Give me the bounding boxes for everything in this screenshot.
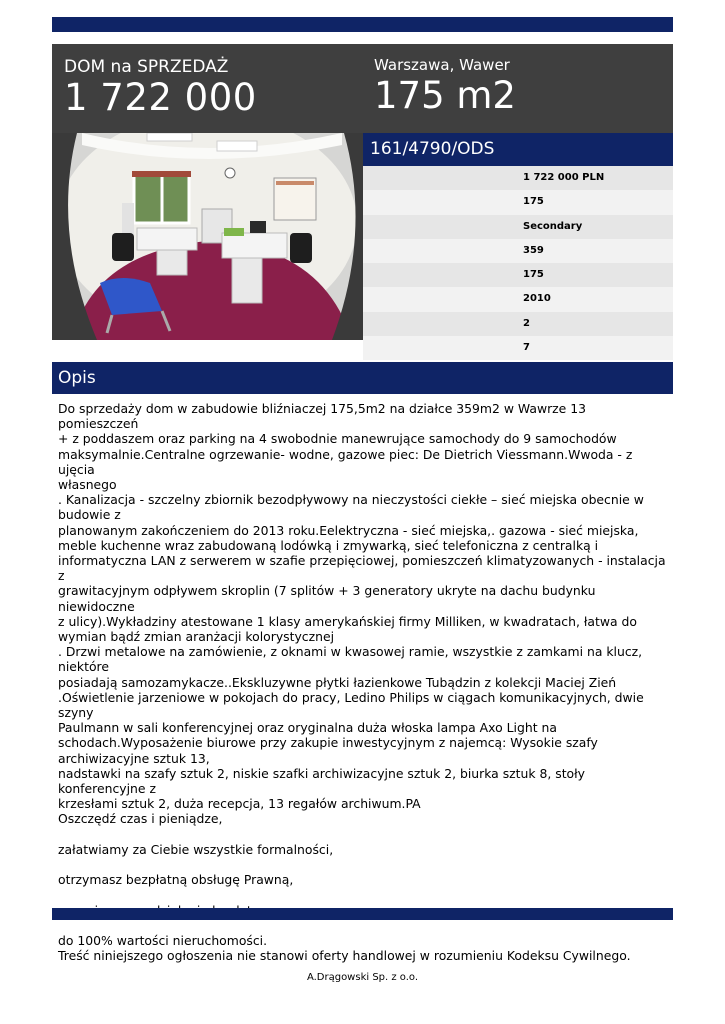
detail-row: 1 722 000 PLN [363,166,673,190]
reference-number: 161/4790/ODS [363,133,673,166]
footer-company: A.Drągowski Sp. z o.o. [306,972,419,983]
detail-row: 2010 [363,287,673,311]
listing-location: Warszawa, Wawer [374,56,510,74]
detail-row: 359 [363,239,673,263]
detail-row: 2 [363,312,673,336]
listing-header [52,44,673,133]
description-heading: Opis [52,362,673,394]
property-photo [52,133,363,340]
detail-row: Secondary [363,215,673,239]
description-text: Do sprzedaży dom w zabudowie bliźniaczej 175,5m2 na działce 359m2 w Wawrze 13 pomieszczeń + z poddaszem oraz parking na 4 swobodnie manewrujące samochody do 9 samochodów maksymalnie.Centralne ogrzewanie- wodne, gazowe piec: De Dietrich Viessmann.Wwoda - z ujęcia własnego . Kanalizacja - szczelny zbiornik bezodpływowy na nieczystości ciekłe – sieć miejska obecnie w budowie z planowanym zakończeniem do 2013 roku.Eelektryczna - sieć miejska,. gazowa - sieć miejska, meble kuchenne wraz zabudowaną lodówką i zmywarką, sieć telefoniczna z centralką i informatyczna LAN z serwerem w szafie przepięciowej, pomieszczeń klimatyzowanych - instalacja z grawitacyjnym odpływem skroplin (7 splitów + 3 generatory ukryte na dachu budynku niewidoczne z ulicy).Wykładziny atestowane 1 klasy amerykańskiej firmy Milliken, w kwadratach, łatwa do wymian bądź zmian aranżacji kolorystycznej . Drzwi metalowe na zamówienie, z oknami w kwasowej ramie, wszystkie z zamkami na klucz, niektóre posiadają samozamykacze..Ekskluzywne płytki łazienkowe Tubądzin z kolekcji Maciej Zień .Oświetlenie jarzeniowe w pokojach do pracy, Ledino Philips w ciągach komunikacyjnych, dwie szyny Paulmann w sali konferencyjnej oraz oryginalna duża włoska lampa Axo Light na schodach.Wyposażenie biurowe przy zakupie inwestycyjnym z najemcą: Wysokie szafy archiwizacyjne sztuk 13, nadstawki na szafy sztuk 2, niskie szafki archiwizacyjne sztuk 2, biurka sztuk 8, stoły konferencyjne z krzesłami sztuk 2, duża recepcja, 13 regałów archiwum.PA Oszczędź czas i pieniądze, załatwiamy za Ciebie wszystkie formalności, otrzymasz bezpłatną obsługę Prawną, do 100% wartości nieruchomości. Treść niniejszego ogłoszenia nie stanowi oferty handlowej w rozumieniu Kodeksu Cywilnego. [58,401,666,964]
detail-row: 175 [363,263,673,287]
bottom-bar [52,908,673,920]
detail-row: 175 [363,190,673,214]
details-table [363,166,673,360]
listing-price: 1 722 000 [64,76,257,119]
top-bar [52,17,673,32]
listing-type: DOM na SPRZEDAŻ [64,57,229,77]
listing-area: 175 m2 [374,74,516,117]
detail-row: 7 [363,336,673,360]
description-body [58,401,670,964]
